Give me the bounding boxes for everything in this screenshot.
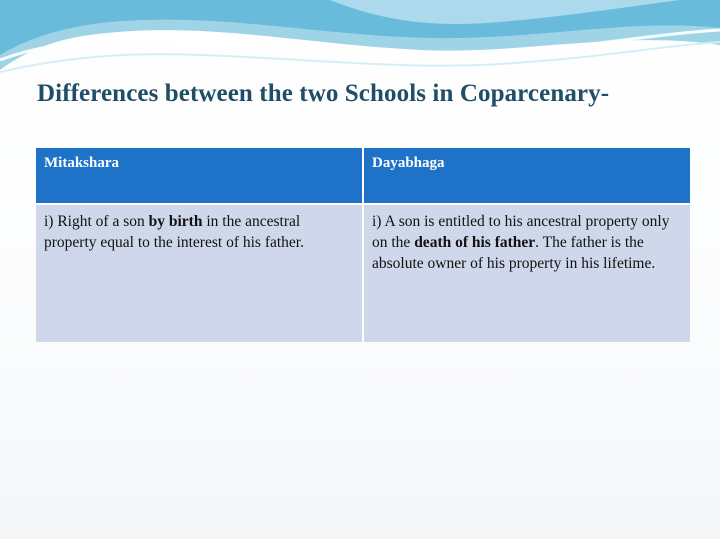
cell-dayabhaga-point-1 xyxy=(363,204,690,342)
header-dayabhaga: Dayabhaga xyxy=(363,148,690,204)
cell-text: i) A son is entitled to his ancestral property only on the xyxy=(372,213,670,251)
table-header-row xyxy=(36,148,690,204)
cell-bold-text: death of his father xyxy=(414,234,536,251)
header-mitakshara: Mitakshara xyxy=(36,148,363,204)
table-row xyxy=(36,204,690,342)
cell-mitakshara-point-1 xyxy=(36,204,363,342)
cell-text: i) Right of a son xyxy=(44,213,149,230)
comparison-table xyxy=(36,148,690,342)
cell-text: . The father is the absolute owner of his property in his lifetime. xyxy=(372,234,656,272)
slide-title: Differences between the two Schools in Coparcenary- xyxy=(37,80,610,107)
cell-bold-text: by birth xyxy=(148,213,203,230)
decorative-wave-banner xyxy=(0,0,720,90)
cell-text: in the ancestral property equal to the interest of his father. xyxy=(44,213,304,251)
